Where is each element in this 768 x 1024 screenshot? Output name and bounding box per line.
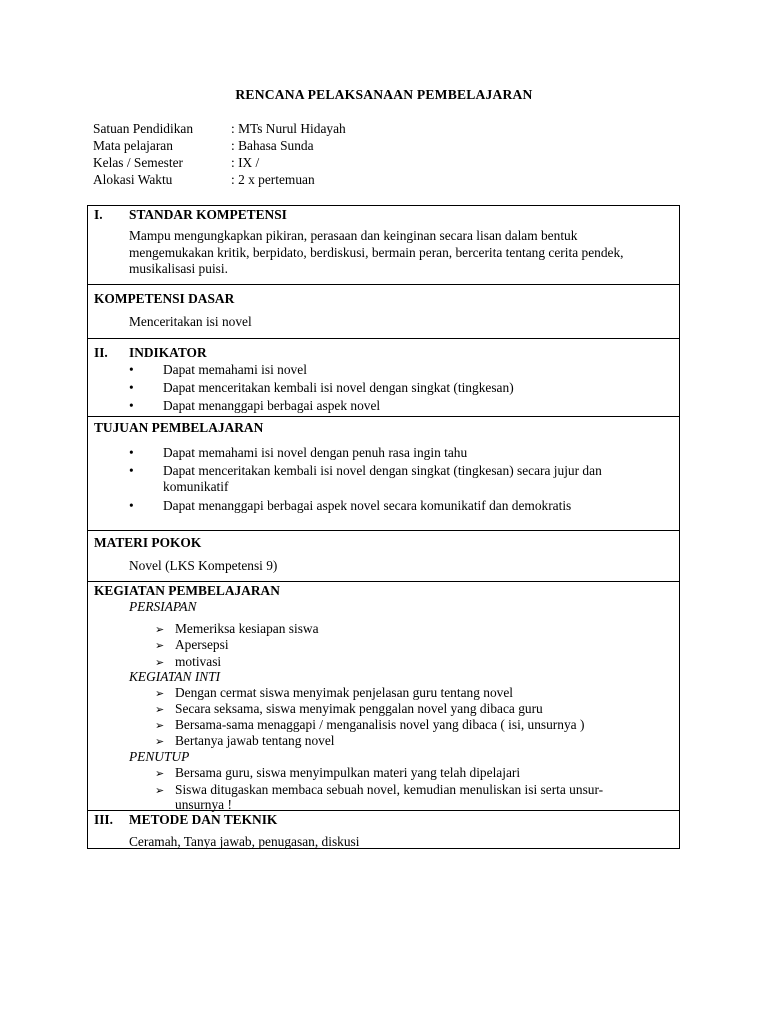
list-item: Secara seksama, siswa menyimak penggalan novel yang dibaca guru <box>175 701 543 716</box>
meta-label: Kelas / Semester <box>93 155 183 170</box>
arrow-bullet-icon: ➢ <box>155 720 165 732</box>
section-standar-kompetensi <box>88 206 679 285</box>
paragraph-line: Mampu mengungkapkan pikiran, perasaan dan keinginan secara lisan dalam bentuk <box>129 228 578 243</box>
meta-label: Satuan Pendidikan <box>93 121 194 136</box>
list-item: Dapat menanggapi berbagai aspek novel secara komunikatif dan demokratis <box>163 498 572 513</box>
section-tujuan-pembelajaran <box>88 417 679 531</box>
section-heading: TUJUAN PEMBELAJARAN <box>94 420 264 435</box>
section-indikator <box>88 339 679 417</box>
section-kegiatan-pembelajaran <box>88 582 679 811</box>
section-number: I. <box>94 207 103 222</box>
list-item: Siswa ditugaskan membaca sebuah novel, kemudian menuliskan isi serta unsur- <box>175 782 604 797</box>
bullet-icon: • <box>129 380 134 395</box>
section-number: III. <box>94 812 113 827</box>
section-text: Ceramah, Tanya jawab, penugasan, diskusi <box>129 834 360 849</box>
paragraph-line: mengemukakan kritik, berpidato, berdiskusi, bermain peran, bercerita tentang cerita pendek, <box>129 245 624 260</box>
meta-value: : Bahasa Sunda <box>231 138 314 153</box>
bullet-icon: • <box>129 463 134 478</box>
meta-row <box>93 138 346 155</box>
section-materi-pokok <box>88 531 679 582</box>
arrow-bullet-icon: ➢ <box>155 624 165 636</box>
section-heading: KOMPETENSI DASAR <box>94 291 235 306</box>
section-heading: MATERI POKOK <box>94 535 202 550</box>
meta-row <box>93 172 346 189</box>
list-item: Dapat memahami isi novel dengan penuh rasa ingin tahu <box>163 445 468 460</box>
section-text: Menceritakan isi novel <box>129 314 252 329</box>
meta-value: : 2 x pertemuan <box>231 172 315 187</box>
list-item: motivasi <box>175 654 222 669</box>
arrow-bullet-icon: ➢ <box>155 704 165 716</box>
subsection-heading: PENUTUP <box>129 749 190 764</box>
arrow-bullet-icon: ➢ <box>155 688 165 700</box>
page-title: RENCANA PELAKSANAAN PEMBELAJARAN <box>235 87 533 102</box>
list-item-continuation: komunikatif <box>163 479 229 494</box>
list-item: Dengan cermat siswa menyimak penjelasan guru tentang novel <box>175 685 514 700</box>
identity-block <box>93 121 346 189</box>
arrow-bullet-icon: ➢ <box>155 785 165 797</box>
bullet-icon: • <box>129 398 134 413</box>
lesson-plan-table <box>87 205 680 849</box>
meta-row <box>93 155 346 172</box>
meta-value: : MTs Nurul Hidayah <box>231 121 346 136</box>
section-heading: STANDAR KOMPETENSI <box>129 207 287 222</box>
subsection-heading: KEGIATAN INTI <box>129 669 221 684</box>
list-item: Apersepsi <box>175 637 229 652</box>
meta-label: Alokasi Waktu <box>93 172 173 187</box>
list-item: Bersama-sama menaggapi / menganalisis novel yang dibaca ( isi, unsurnya ) <box>175 717 585 732</box>
list-item: Dapat menceritakan kembali isi novel dengan singkat (tingkesan) secara jujur dan <box>163 463 602 478</box>
list-item: Dapat menceritakan kembali isi novel dengan singkat (tingkesan) <box>163 380 514 395</box>
subsection-heading: PERSIAPAN <box>129 599 197 614</box>
bullet-icon: • <box>129 362 134 377</box>
bullet-icon: • <box>129 498 134 513</box>
section-heading: KEGIATAN PEMBELAJARAN <box>94 583 280 598</box>
arrow-bullet-icon: ➢ <box>155 736 165 748</box>
list-item: Dapat menanggapi berbagai aspek novel <box>163 398 381 413</box>
section-number: II. <box>94 345 108 360</box>
meta-row <box>93 121 346 138</box>
section-metode-teknik <box>88 811 679 850</box>
arrow-bullet-icon: ➢ <box>155 640 165 652</box>
section-text: Novel (LKS Kompetensi 9) <box>129 558 278 573</box>
meta-value: : IX / <box>231 155 260 170</box>
section-kompetensi-dasar <box>88 285 679 339</box>
section-heading: INDIKATOR <box>129 345 207 360</box>
section-heading: METODE DAN TEKNIK <box>129 812 278 827</box>
arrow-bullet-icon: ➢ <box>155 657 165 669</box>
list-item: Bertanya jawab tentang novel <box>175 733 335 748</box>
list-item: Bersama guru, siswa menyimpulkan materi yang telah dipelajari <box>175 765 521 780</box>
list-item-continuation: unsurnya ! <box>175 797 232 812</box>
arrow-bullet-icon: ➢ <box>155 768 165 780</box>
list-item: Dapat memahami isi novel <box>163 362 307 377</box>
list-item: Memeriksa kesiapan siswa <box>175 621 319 636</box>
bullet-icon: • <box>129 445 134 460</box>
paragraph-line: musikalisasi puisi. <box>129 261 228 276</box>
meta-label: Mata pelajaran <box>93 138 173 153</box>
